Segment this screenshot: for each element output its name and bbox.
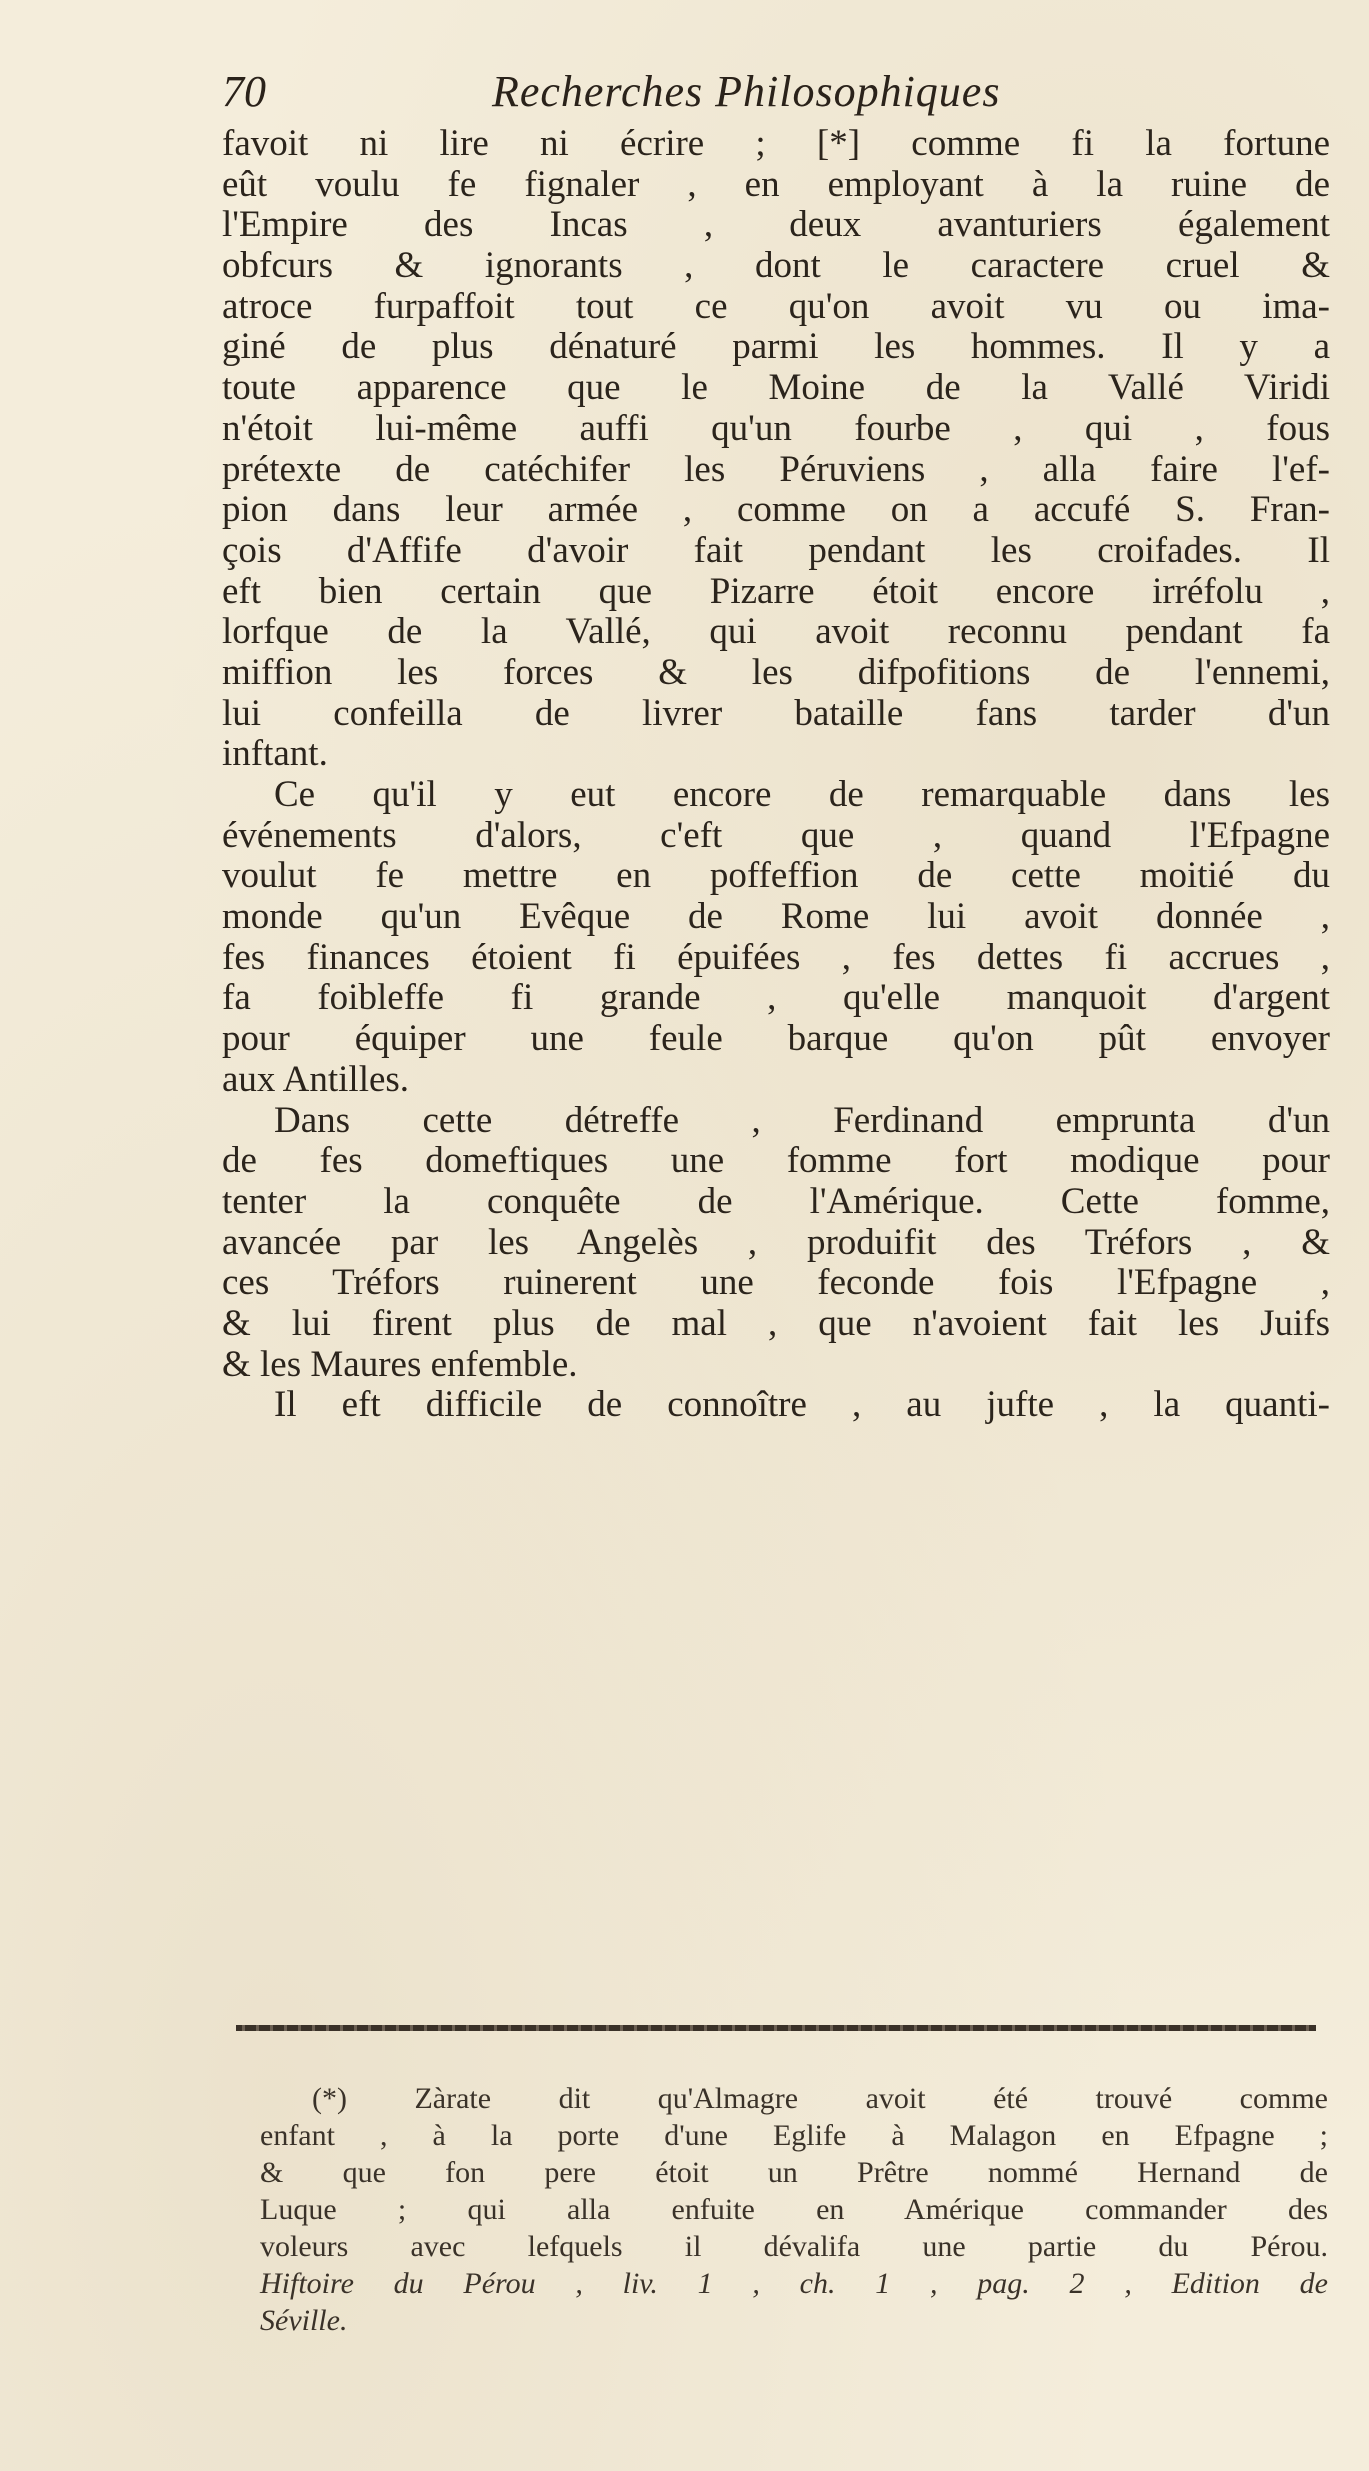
page-number: 70 xyxy=(222,67,266,116)
text-line: eft bien certain que Pizarre étoit encore irréfolu , xyxy=(222,570,1330,612)
text-line: fa foibleffe fi grande , qu'elle manquoit d'argent xyxy=(222,977,1330,1019)
main-text xyxy=(222,124,1330,1426)
text-line: pion dans leur armée , comme on a accufé S. Fran- xyxy=(222,489,1330,531)
footnote-line: enfant , à la porte d'une Eglife à Malagon en Efpagne ; xyxy=(260,2119,1328,2152)
text-line: inftant. xyxy=(222,733,328,775)
text-line: Ce qu'il y eut encore de remarquable dans les xyxy=(274,774,1330,815)
text-line: tenter la conquête de l'Amérique. Cette fomme, xyxy=(222,1180,1330,1222)
text-line: eût voulu fe fignaler , en employant à la ruine de xyxy=(222,163,1330,205)
text-line: pour équiper une feule barque qu'on pût envoyer xyxy=(222,1018,1330,1060)
text-line: avancée par les Angelès , produifit des Tréfors , & xyxy=(222,1221,1330,1263)
text-line: fes finances étoient fi épuifées , fes dettes fi accrues , xyxy=(222,936,1330,978)
text-line: prétexte de catéchifer les Péruviens , alla faire l'ef- xyxy=(222,448,1330,490)
text-line: Il eft difficile de connoître , au jufte , la quanti- xyxy=(274,1384,1330,1426)
text-line: Dans cette détreffe , Ferdinand emprunta d'un xyxy=(274,1099,1330,1141)
text-line: voulut fe mettre en poffeffion de cette moitié du xyxy=(222,855,1330,897)
text-line: de fes domeftiques une fomme fort modique pour xyxy=(222,1140,1330,1182)
text-line: ces Tréfors ruinerent une feconde fois l'Efpagne , xyxy=(222,1262,1330,1304)
text-line: l'Empire des Incas , deux avanturiers également xyxy=(222,204,1330,246)
text-line: monde qu'un Evêque de Rome lui avoit donnée , xyxy=(222,896,1330,938)
footnote-line: (*) Zàrate dit qu'Almagre avoit été trouvé comme xyxy=(312,2082,1328,2115)
text-line: événements d'alors, c'eft que , quand l'Efpagne xyxy=(222,814,1330,856)
running-head: Recherches Philosophiques xyxy=(492,67,1001,116)
text-line: favoit ni lire ni écrire ; [*] comme fi la fortune xyxy=(222,123,1330,164)
text-line: & lui firent plus de mal , que n'avoient fait les Juifs xyxy=(222,1302,1330,1344)
text-line: giné de plus dénaturé parmi les hommes. Il y a xyxy=(222,326,1330,368)
text-line: atroce furpaffoit tout ce qu'on avoit vu ou ima- xyxy=(222,285,1330,327)
text-line: aux Antilles. xyxy=(222,1058,410,1100)
text-line: n'étoit lui-même auffi qu'un fourbe , qui , fous xyxy=(222,407,1330,449)
footnote-line: Luque ; qui alla enfuite en Amérique commander des xyxy=(260,2193,1328,2226)
text-line: & les Maures enfemble. xyxy=(222,1343,578,1385)
footnote-rule xyxy=(236,2025,1316,2031)
footnote-line: voleurs avec lefquels il dévalifa une partie du Pérou. xyxy=(260,2230,1328,2263)
footnote-source-line: Hiftoire du Pérou , liv. 1 , ch. 1 , pag. 2 , Edition de xyxy=(260,2267,1328,2300)
footnote-source-line: Séville. xyxy=(260,2304,348,2337)
page-header xyxy=(222,66,1222,126)
text-line: toute apparence que le Moine de la Vallé Viridi xyxy=(222,367,1330,409)
footnote xyxy=(260,2080,1328,2339)
text-line: miffion les forces & les difpofitions de l'ennemi, xyxy=(222,651,1330,693)
text-line: lui confeilla de livrer bataille fans tarder d'un xyxy=(222,692,1330,734)
text-line: lorfque de la Vallé, qui avoit reconnu pendant fa xyxy=(222,611,1330,653)
text-line: çois d'Affife d'avoir fait pendant les croifades. Il xyxy=(222,529,1330,571)
text-line: obfcurs & ignorants , dont le caractere cruel & xyxy=(222,245,1330,287)
footnote-line: & que fon pere étoit un Prêtre nommé Hernand de xyxy=(260,2156,1328,2189)
